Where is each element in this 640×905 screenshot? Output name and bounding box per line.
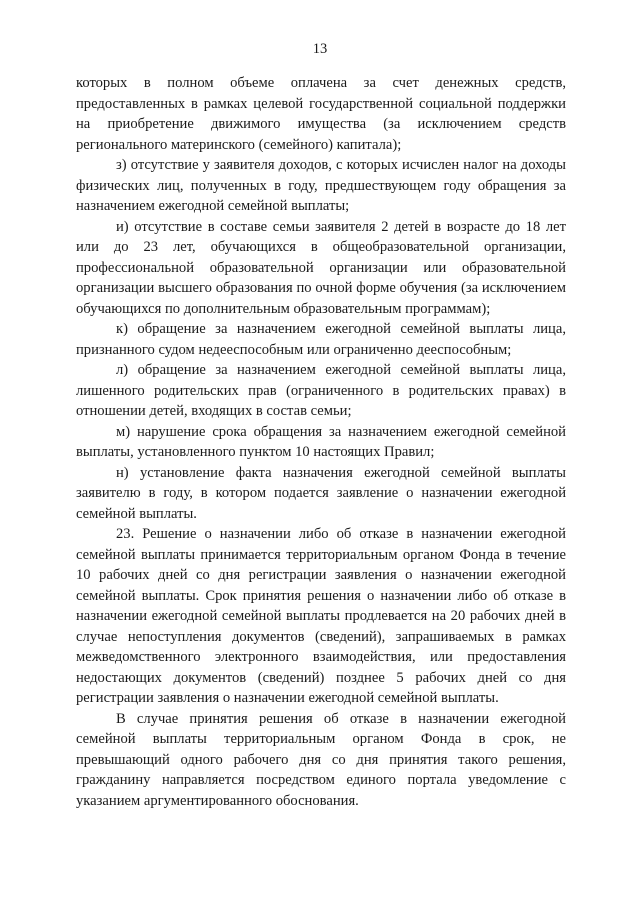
paragraph-continuation: которых в полном объеме оплачена за счет денежных средств, предоставленных в рамках целевой государственной социальной поддержки на приобретение движимого имущества (за исключением средств регионального материнского (семейного) капитала);	[76, 75, 566, 153]
paragraph-item-m: м) нарушение срока обращения за назначением ежегодной семейной выплаты, установленного пунктом 10 настоящих Правил;	[76, 423, 566, 460]
paragraph-item-i: и) отсутствие в составе семьи заявителя 2 детей в возрасте до 18 лет или до 23 лет, обучающихся в общеобразовательной организации, профессиональной образовательной организации или образовательной организации высшего образования по очной форме обучения (за исключением обучающихся по дополнительным образовательным программам);	[76, 218, 566, 317]
paragraph-clause-23: 23. Решение о назначении либо об отказе в назначении ежегодной семейной выплаты принимается территориальным органом Фонда в течение 10 рабочих дней со дня регистрации заявления о назначении ежегодной семейной выплаты. Срок принятия решения о назначении либо об отказе в назначении ежегодной семейной выплаты продлевается на 20 рабочих дней в случае непоступления документов (сведений), запрашиваемых в рамках межведомственного электронного взаимодействия, или предоставления недостающих документов (сведений) позднее 5 рабочих дней со дня регистрации заявления о назначении ежегодной семейной выплаты.	[76, 526, 566, 706]
paragraph-item-l: л) обращение за назначением ежегодной семейной выплаты лица, лишенного родительских прав (ограниченного в родительских правах) в отношении детей, входящих в состав семьи;	[76, 362, 566, 419]
paragraph-item-z: з) отсутствие у заявителя доходов, с которых исчислен налог на доходы физических лиц, полученных в году, предшествующем году обращения за назначением ежегодной семейной выплаты;	[76, 157, 566, 214]
document-body	[76, 73, 566, 811]
page-number: 13	[312, 41, 328, 57]
paragraph-refusal-notice: В случае принятия решения об отказе в назначении ежегодной семейной выплаты территориальным органом Фонда в срок, не превышающий одного рабочего дня со дня принятия такого решения, гражданину направляется посредством единого портала уведомление с указанием аргументированного обоснования.	[76, 710, 566, 809]
paragraph-item-k: к) обращение за назначением ежегодной семейной выплаты лица, признанного судом недееспособным или ограниченно дееспособным;	[76, 321, 566, 358]
paragraph-item-n: н) установление факта назначения ежегодной семейной выплаты заявителю в году, в котором подается заявление о назначении ежегодной семейной выплаты.	[76, 464, 566, 522]
